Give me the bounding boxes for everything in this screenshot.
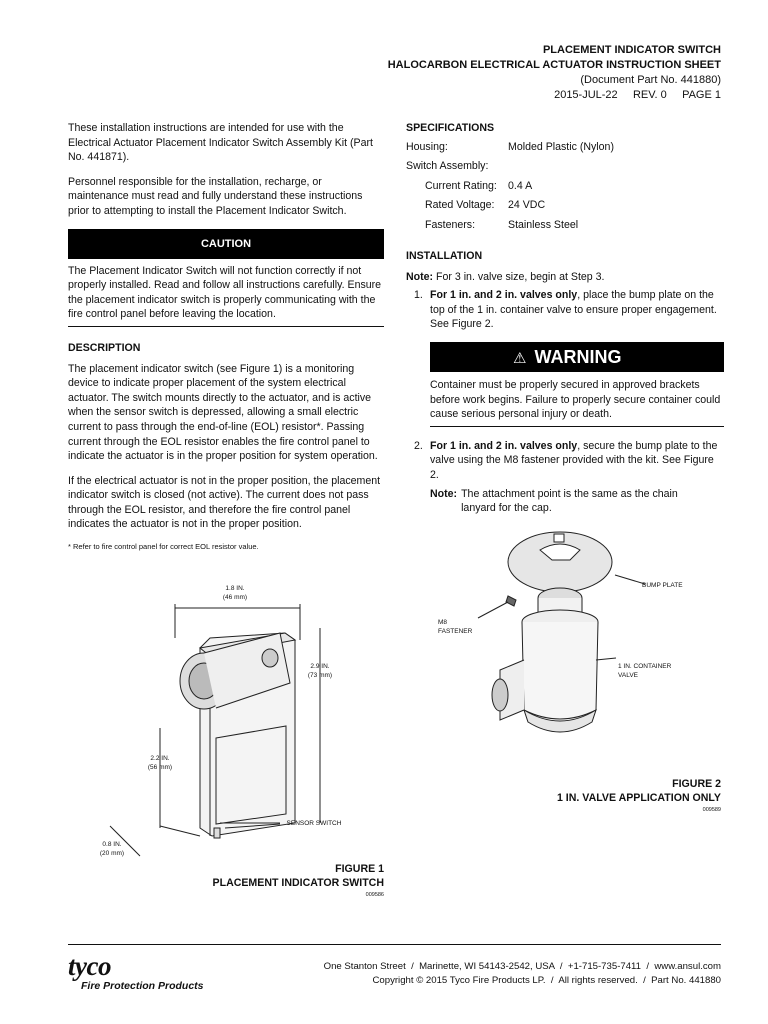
left-column bbox=[68, 121, 384, 552]
installation-heading: INSTALLATION bbox=[406, 250, 483, 263]
spec-assembly bbox=[406, 157, 724, 177]
right-column bbox=[406, 121, 724, 516]
caution-text: The Placement Indicator Switch will not function correctly if not properly installed. Read and follow all instructions carefully. Ensure the placement indicator switch is properly communicating with the fire control panel before leaving the location. bbox=[68, 264, 382, 321]
figure-1-number: FIGURE 1 bbox=[335, 863, 384, 875]
figure-2-drawing bbox=[420, 520, 720, 770]
dim-depth-label: 0.8 IN. bbox=[102, 841, 122, 848]
figure-2-title: 1 IN. VALVE APPLICATION ONLY bbox=[556, 792, 721, 804]
warning-label: WARNING bbox=[534, 347, 622, 368]
caution-divider bbox=[68, 326, 384, 327]
fastener-label: FASTENER bbox=[438, 628, 473, 635]
dim-height-label: 2.9 IN. bbox=[310, 663, 330, 670]
figure-1-caption bbox=[84, 862, 384, 890]
spec-value: 24 VDC bbox=[508, 199, 546, 212]
description-paragraph-1: The placement indicator switch (see Figure 1) is a monitoring device to indicate proper placement of the system electrical actuator. The switch mounts directly to the actuator, and is active when the sensor switch is depressed, allowing a small electric current to pass through the end-of-line (EOL) resistor*. Passing current through the EOL resistor enables the fire control panel to indicate the actuator is in the proper position for system operation. bbox=[68, 362, 378, 463]
spec-housing bbox=[406, 138, 724, 158]
caution-banner: CAUTION bbox=[68, 229, 384, 259]
header-meta: 2015-JUL-22 REV. 0 PAGE 1 bbox=[554, 89, 721, 101]
tyco-logo bbox=[68, 952, 228, 992]
header-title: PLACEMENT INDICATOR SWITCH bbox=[542, 44, 721, 56]
step-2 bbox=[406, 439, 724, 483]
figure-1-drawing bbox=[80, 578, 390, 868]
dim-width-label: 1.8 IN. bbox=[225, 585, 245, 592]
spec-label: Current Rating: bbox=[425, 179, 497, 192]
footer-address: One Stanton Street / Marinette, WI 54143-2542, USA / +1-715-735-7411 / www.ansul.com bbox=[323, 961, 721, 972]
spec-value: 0.4 A bbox=[508, 179, 533, 192]
specifications-heading: SPECIFICATIONS bbox=[406, 122, 495, 134]
logo-text: tyco bbox=[68, 951, 111, 981]
intro-paragraph-1: These installation instructions are intended for use with the Electrical Actuator Placement Indicator Switch Assembly Kit (Part No. 441871). bbox=[68, 122, 373, 164]
header-doc-part: (Document Part No. 441880) bbox=[580, 74, 721, 86]
step-1 bbox=[406, 288, 724, 332]
spec-label: Fasteners: bbox=[425, 218, 476, 231]
figure-1-title: PLACEMENT INDICATOR SWITCH bbox=[212, 877, 384, 889]
note-text: The attachment point is the same as the chain lanyard for the cap. bbox=[461, 487, 678, 515]
figure-2-number: FIGURE 2 bbox=[672, 778, 721, 790]
note-text: For 3 in. valve size, begin at Step 3. bbox=[436, 270, 605, 283]
spec-value: Stainless Steel bbox=[508, 218, 579, 231]
document-header bbox=[388, 43, 721, 103]
step-number: 2. bbox=[414, 439, 423, 452]
warning-triangle-icon: ⚠ bbox=[513, 350, 527, 368]
m8-fastener bbox=[506, 596, 516, 606]
valve-label: 1 IN. CONTAINER bbox=[618, 663, 672, 670]
note-label: Note: bbox=[406, 270, 434, 283]
step-number: 1. bbox=[414, 289, 423, 302]
description-paragraph-2: If the electrical actuator is not in the proper position, the placement indicator switch is closed (not active). The current does not pass through the EOL resistor, and therefore the fire control panel indicates the actuator is not in the proper position. bbox=[68, 474, 381, 531]
dim-lower-label: 2.2 IN. bbox=[150, 755, 170, 762]
note-label: Note: bbox=[430, 487, 458, 500]
dim-depth-mm-label: (20 mm) bbox=[99, 850, 125, 857]
warning-text: Container must be properly secured in approved brackets before work begins. Failure to properly secure container could cause serious personal injury or death. bbox=[430, 379, 721, 421]
intro-paragraph-2: Personnel responsible for the installation, recharge, or maintenance must read and fully understand these instructions prior to attempting to install the Placement Indicator Switch. bbox=[68, 175, 363, 217]
footer-copyright: Copyright © 2015 Tyco Fire Products LP. / All rights reserved. / Part No. 441880 bbox=[372, 974, 721, 986]
description-heading: DESCRIPTION bbox=[68, 341, 141, 354]
installation-note bbox=[406, 270, 724, 285]
logo-subtitle: Fire Protection Products bbox=[81, 980, 204, 992]
footer-divider bbox=[68, 944, 721, 945]
spec-fasteners bbox=[406, 216, 724, 236]
m8-label: M8 bbox=[438, 619, 448, 626]
spec-voltage bbox=[406, 196, 724, 216]
step-body: , secure the bump plate to the valve using the M8 fastener provided with the kit. See Figure 2. bbox=[430, 439, 718, 482]
warning-divider bbox=[430, 426, 724, 427]
step-text bbox=[430, 439, 724, 483]
step-bold: For 1 in. and 2 in. valves only bbox=[430, 289, 578, 302]
dim-width-mm-label: (46 mm) bbox=[222, 594, 248, 601]
footnote: * Refer to fire control panel for correct EOL resistor value. bbox=[68, 542, 259, 552]
spec-label: Housing: bbox=[406, 140, 448, 153]
step-2-note bbox=[406, 487, 724, 516]
step-bold: For 1 in. and 2 in. valves only bbox=[430, 439, 578, 452]
step-body: , place the bump plate on the top of the 1 in. container valve to ensure proper engagement. See Figure 2. bbox=[430, 289, 717, 331]
dim-height-mm-label: (73 mm) bbox=[307, 672, 333, 679]
spec-label: Rated Voltage: bbox=[425, 199, 495, 212]
header-subtitle: HALOCARBON ELECTRICAL ACTUATOR INSTRUCTION SHEET bbox=[387, 59, 721, 71]
spec-current bbox=[406, 177, 724, 197]
spec-label: Switch Assembly: bbox=[406, 160, 489, 173]
footer-text bbox=[324, 960, 721, 987]
figure-2-caption bbox=[421, 777, 721, 805]
dim-lower-mm-label: (56 mm) bbox=[147, 764, 173, 771]
warning-banner bbox=[430, 342, 724, 372]
valve-label-2: VALVE bbox=[618, 672, 638, 679]
bump-plate-label: BUMP PLATE bbox=[642, 582, 683, 589]
step-text bbox=[430, 288, 724, 332]
sensor-switch-label: SENSOR SWITCH bbox=[286, 820, 342, 827]
spec-value: Molded Plastic (Nylon) bbox=[508, 140, 614, 153]
figure-1-code: 009586 bbox=[365, 892, 384, 898]
figure-2-code: 009589 bbox=[702, 807, 721, 813]
